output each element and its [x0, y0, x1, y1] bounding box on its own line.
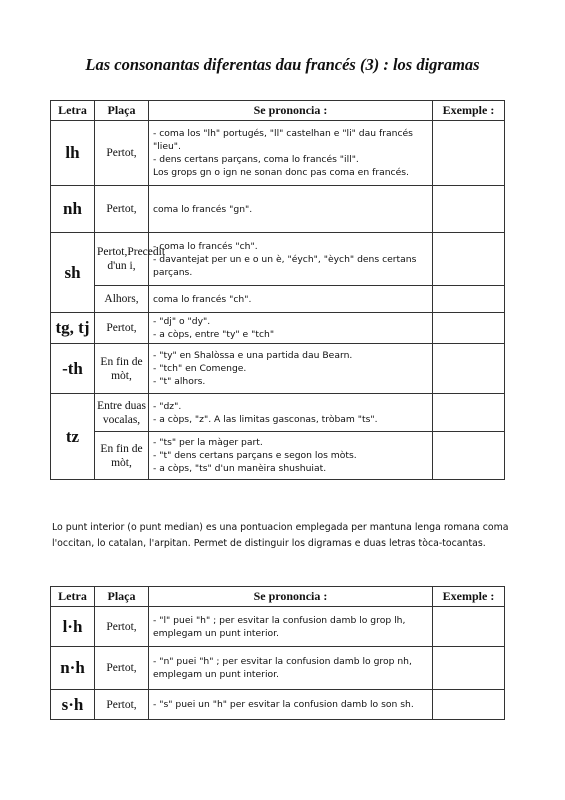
header-placa: Plaça [95, 101, 149, 121]
placa-cell: En fin de mòt, [95, 432, 149, 480]
pron-line: coma lo francés "gn". [153, 203, 253, 215]
pron-line: - davantejat per un e o un è, "éych", "èych" dens certans [153, 253, 417, 265]
explanatory-paragraph: Lo punt interior (o punt median) es una pontuacion emplegada per mantuna lenga romana coma l'occitan, lo catalan, l'arpitan. Permet de distinguir los digramas e duas letras tòca-tocantas. [52, 522, 509, 549]
letra-cell: lh [51, 121, 95, 186]
digraph-table [50, 100, 505, 480]
letra-cell: l·h [51, 607, 95, 647]
header-exemple: Exemple : [433, 587, 505, 607]
placa-cell: Pertot, [95, 186, 149, 233]
pron-cell [149, 607, 433, 647]
pron-line: coma lo francés "ch". [153, 293, 252, 305]
pron-cell [149, 186, 433, 233]
pron-cell [149, 344, 433, 394]
placa-cell: Alhors, [95, 286, 149, 313]
exemple-cell [433, 186, 505, 233]
exemple-cell [433, 607, 505, 647]
header-letra: Letra [51, 101, 95, 121]
pron-line: - "l" puei "h" ; per esvitar la confusion damb lo grop lh, [153, 614, 406, 626]
pron-line: - "n" puei "h" ; per esvitar la confusion damb lo grop nh, [153, 656, 412, 667]
pron-line: - coma lo francés "ch". [153, 240, 258, 252]
placa-cell: Pertot, [95, 647, 149, 690]
pron-line: Los grops gn o ign ne sonan donc pas coma en francés. [153, 167, 409, 178]
header-pron: Se prononcia : [149, 587, 433, 607]
pron-line: - "t" dens certans parçans e segon los mòts. [153, 450, 357, 461]
pron-cell [149, 286, 433, 313]
pron-line: - coma los "lh" portugés, "ll" castelhan e "li" dau francés [153, 128, 413, 139]
letra-cell: -th [51, 344, 95, 394]
letra-cell: s·h [51, 690, 95, 720]
table-row [51, 432, 505, 480]
table-header-row [51, 587, 505, 607]
placa-cell: Pertot,Precedit d'un i, [95, 233, 149, 286]
header-letra: Letra [51, 587, 95, 607]
table-row [51, 607, 505, 647]
pron-line: - dens certans parçans, coma lo francés "ill". [153, 154, 359, 165]
letra-cell: sh [51, 233, 95, 313]
pron-cell [149, 432, 433, 480]
pron-line: parçans. [153, 266, 193, 278]
table-row [51, 690, 505, 720]
header-pron: Se prononcia : [149, 101, 433, 121]
exemple-cell [433, 286, 505, 313]
placa-cell: Pertot, [95, 690, 149, 720]
table-row [51, 233, 505, 286]
placa-cell: En fin de mòt, [95, 344, 149, 394]
table-row [51, 121, 505, 186]
pron-line: - a còps, "z". A las limitas gasconas, tròbam "ts". [153, 413, 378, 425]
letra-cell: n·h [51, 647, 95, 690]
pron-cell [149, 121, 433, 186]
pron-cell [149, 313, 433, 344]
pron-line: - "ty" en Shalòssa e una partida dau Bearn. [153, 350, 353, 361]
pron-line: emplegam un punt interior. [153, 627, 279, 639]
pron-line: - "dj" o "dy". [153, 316, 211, 327]
pron-cell [149, 394, 433, 432]
table-row [51, 394, 505, 432]
exemple-cell [433, 394, 505, 432]
table-row [51, 647, 505, 690]
exemple-cell [433, 313, 505, 344]
header-placa: Plaça [95, 587, 149, 607]
placa-cell: Pertot, [95, 121, 149, 186]
pron-line: - "s" puei un "h" per esvitar la confusion damb lo son sh. [153, 699, 414, 710]
exemple-cell [433, 344, 505, 394]
table-row [51, 344, 505, 394]
pron-line: - "t" alhors. [153, 376, 206, 387]
pron-line: - a còps, "ts" d'un manèira shushuiat. [153, 463, 327, 474]
pron-line: - "dz". [153, 400, 182, 412]
page-title: Las consonantas diferentas dau francés (3) : los digramas [85, 55, 480, 74]
placa-cell: Pertot, [95, 607, 149, 647]
table-header-row [51, 101, 505, 121]
pron-line: emplegam un punt interior. [153, 669, 279, 680]
exemple-cell [433, 432, 505, 480]
exemple-cell [433, 647, 505, 690]
letra-cell: tz [51, 394, 95, 480]
pron-line: - "ts" per la màger part. [153, 437, 263, 448]
table-row [51, 186, 505, 233]
pron-cell [149, 690, 433, 720]
exemple-cell [433, 121, 505, 186]
table-row [51, 286, 505, 313]
pron-line: "lieu". [153, 141, 181, 152]
letra-cell: nh [51, 186, 95, 233]
pron-cell [149, 647, 433, 690]
exemple-cell [433, 690, 505, 720]
pron-cell [149, 233, 433, 286]
punt-interior-table [50, 586, 505, 720]
pron-line: - "tch" en Comenge. [153, 363, 247, 374]
header-exemple: Exemple : [433, 101, 505, 121]
placa-cell: Entre duas vocalas, [95, 394, 149, 432]
placa-cell: Pertot, [95, 313, 149, 344]
exemple-cell [433, 233, 505, 286]
table-row [51, 313, 505, 344]
letra-cell: tg, tj [51, 313, 95, 344]
pron-line: - a còps, entre "ty" e "tch" [153, 329, 275, 340]
